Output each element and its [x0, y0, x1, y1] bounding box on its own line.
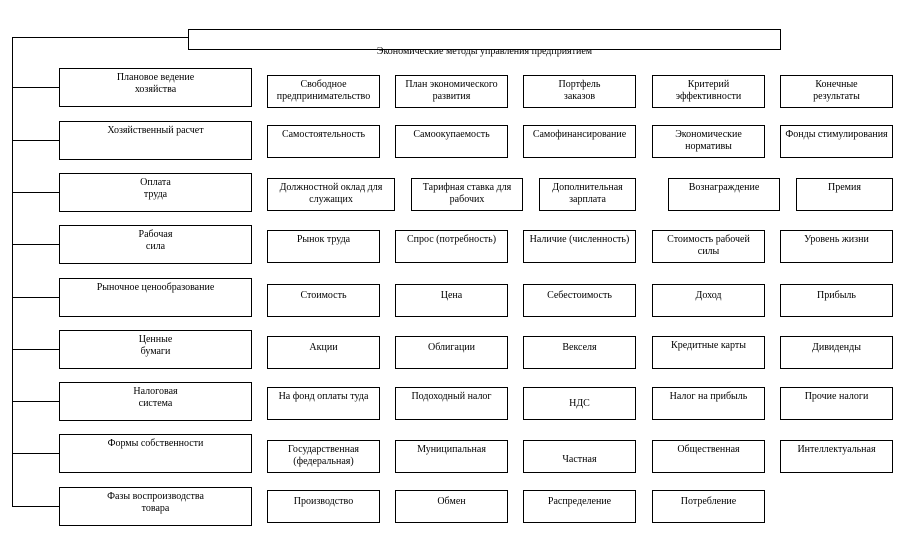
category-box: [59, 434, 252, 473]
item-box: [652, 230, 765, 263]
category-box: [59, 382, 252, 421]
category-label: Рабочая сила: [138, 229, 173, 252]
item-label: Муниципальная: [417, 444, 486, 455]
item-label: Подоходный налог: [411, 391, 492, 402]
item-label: Облигации: [428, 342, 475, 353]
item-label: Дивиденды: [812, 342, 861, 353]
category-label: Рыночное ценообразование: [96, 282, 215, 293]
item-box: [267, 230, 380, 263]
item-label: Портфель заказов: [558, 79, 601, 102]
item-box: [523, 75, 636, 108]
item-box: [780, 284, 893, 317]
item-box: [395, 387, 508, 420]
category-box: [59, 173, 252, 212]
item-label: Цена: [440, 290, 463, 301]
item-box: [267, 178, 395, 211]
item-label: Себестоимость: [547, 290, 612, 301]
item-box: [395, 336, 508, 369]
item-box: [780, 125, 893, 158]
item-label: Критерий эффективности: [675, 79, 742, 102]
item-box: [267, 75, 380, 108]
item-label: Распределение: [547, 496, 612, 507]
connector-row-2: [12, 140, 59, 141]
item-label: Акции: [309, 342, 338, 353]
category-label: Хозяйственный расчет: [107, 125, 204, 136]
item-box: [411, 178, 523, 211]
item-label: Уровень жизни: [804, 234, 869, 245]
item-box: [523, 284, 636, 317]
category-box: [59, 68, 252, 107]
connector-row-1: [12, 87, 59, 88]
item-label: НДС: [569, 398, 590, 409]
category-label: Фазы воспроизводства товара: [107, 491, 204, 514]
item-box: [780, 230, 893, 263]
item-box: [267, 440, 380, 473]
item-label: Частная: [562, 454, 597, 465]
item-label: Фонды стимулирования: [785, 129, 888, 140]
item-label: На фонд оплаты туда: [278, 391, 369, 402]
item-box: [395, 75, 508, 108]
item-box: [267, 490, 380, 523]
item-box: [796, 178, 893, 211]
item-box: [539, 178, 636, 211]
item-label: Налог на прибыль: [669, 391, 748, 402]
item-box: [523, 230, 636, 263]
category-label: Ценные бумаги: [138, 334, 173, 357]
item-box: [395, 440, 508, 473]
connector-row-3: [12, 192, 59, 193]
item-label: Экономические нормативы: [675, 129, 742, 152]
item-box: [668, 178, 780, 211]
item-box: [652, 490, 765, 523]
item-label: Вознаграждение: [688, 182, 760, 193]
item-box: [267, 387, 380, 420]
item-label: Государственная (федеральная): [287, 444, 359, 467]
title-text: Экономические методы управления предприятием: [376, 46, 593, 57]
item-label: Спрос (потребность): [406, 234, 497, 245]
connector-top: [12, 37, 188, 38]
category-box: [59, 487, 252, 526]
item-label: Рынок труда: [296, 234, 351, 245]
title-box: [188, 29, 781, 57]
category-label: Формы собственности: [107, 438, 204, 449]
item-label: Дополнительная зарплата: [552, 182, 623, 205]
item-label: Общественная: [677, 444, 740, 455]
item-label: Конечные результаты: [813, 79, 860, 102]
item-box: [395, 125, 508, 158]
item-label: Кредитные карты: [671, 340, 746, 351]
category-box: [59, 330, 252, 369]
item-box: [523, 387, 636, 420]
item-label: Обмен: [437, 496, 466, 507]
item-label: Премия: [828, 182, 861, 193]
category-box: [59, 278, 252, 317]
connector-row-8: [12, 453, 59, 454]
item-box: [780, 75, 893, 108]
item-box: [652, 75, 765, 108]
item-box: [523, 125, 636, 158]
item-box: [395, 284, 508, 317]
category-label: Налоговая система: [133, 386, 178, 409]
item-label: Наличие (численность): [529, 234, 630, 245]
item-label: Стоимость: [300, 290, 347, 301]
category-box: [59, 121, 252, 160]
item-label: Векселя: [562, 342, 597, 353]
item-box: [780, 387, 893, 420]
item-box: [652, 284, 765, 317]
item-box: [780, 336, 893, 369]
connector-trunk: [12, 37, 13, 506]
item-label: Производство: [293, 496, 354, 507]
item-box: [395, 230, 508, 263]
item-box: [523, 336, 636, 369]
item-label: Самоокупаемость: [413, 129, 490, 140]
connector-row-7: [12, 401, 59, 402]
item-label: План экономического развития: [405, 79, 498, 102]
connector-row-9: [12, 506, 59, 507]
connector-row-5: [12, 297, 59, 298]
connector-row-4: [12, 244, 59, 245]
item-box: [267, 284, 380, 317]
item-label: Интеллектуальная: [797, 444, 876, 455]
item-label: Прочие налоги: [804, 391, 869, 402]
item-box: [652, 387, 765, 420]
item-label: Должностной оклад для служащих: [279, 182, 383, 205]
item-label: Тарифная ставка для рабочих: [422, 182, 512, 205]
item-box: [395, 490, 508, 523]
category-label: Плановое ведение хозяйства: [116, 72, 195, 95]
item-label: Прибыль: [817, 290, 856, 301]
category-box: [59, 225, 252, 264]
item-box: [267, 336, 380, 369]
item-label: Стоимость рабочей силы: [667, 234, 750, 257]
item-label: Потребление: [680, 496, 737, 507]
item-box: [523, 440, 636, 473]
item-box: [780, 440, 893, 473]
item-label: Самостоятельность: [281, 129, 366, 140]
item-box: [523, 490, 636, 523]
item-label: Доход: [695, 290, 722, 301]
connector-row-6: [12, 349, 59, 350]
item-box: [652, 440, 765, 473]
category-label: Оплата труда: [140, 177, 171, 200]
item-box: [267, 125, 380, 158]
item-label: Свободное предпринимательство: [276, 79, 371, 102]
item-box: [652, 125, 765, 158]
item-label: Самофинансирование: [532, 129, 627, 140]
item-box: [652, 336, 765, 369]
